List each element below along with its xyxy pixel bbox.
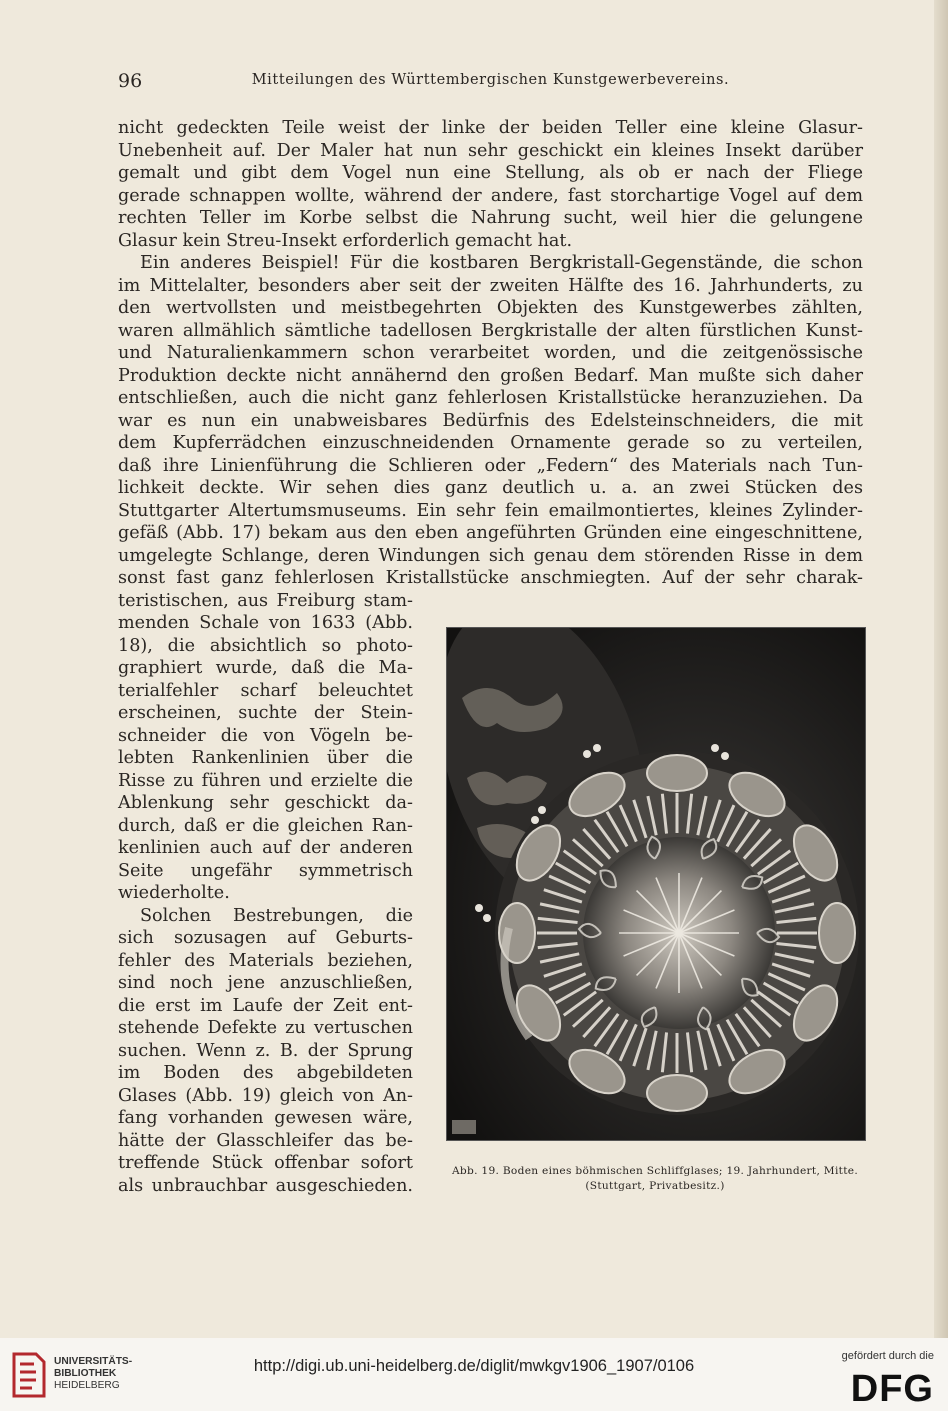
paragraph-2 (118, 252, 863, 590)
page-header (118, 66, 863, 96)
text-line: wiederholte. (118, 883, 230, 903)
text-line: treffende Stück offenbar sofort (118, 1153, 413, 1173)
paragraph-2-column (118, 590, 413, 905)
text-line: lichkeit deckte. Wir sehen dies ganz deutlich u. a. an zwei Stücken des (118, 478, 863, 498)
library-line-3: HEIDELBERG (54, 1380, 120, 1391)
running-title: Mitteilungen des Württembergischen Kunstgewerbevereins. (251, 72, 730, 88)
text-line: war es nun ein unabweisbares Bedürfnis des Edelsteinschneiders, die mit (118, 410, 863, 431)
text-line: gefäß (Abb. 17) bekam aus den eben angeführten Gründen eine eingeschnittene, (118, 523, 863, 543)
text-line: stehende Defekte zu vertuschen (118, 1018, 413, 1038)
text-line: Seite ungefähr symmetrisch (118, 860, 413, 881)
text-line: terialfehler scharf beleuchtet (118, 680, 413, 701)
text-line: Ein anderes Beispiel! Für die kostbaren Bergkristall-Gegenstände, die schon (140, 253, 863, 273)
text-line: Unebenheit auf. Der Maler hat nun sehr geschickt ein kleines Insekt darüber (118, 140, 863, 161)
text-line: sind noch jene anzuschließen, (118, 973, 413, 993)
page-number: 96 (118, 70, 143, 92)
glass-facet (819, 903, 855, 963)
text-line: lebten Rankenlinien über die (118, 748, 413, 768)
text-line: Produktion deckte nicht annähernd den großen Bedarf. Man mußte sich daher (118, 365, 863, 386)
source-url-link[interactable]: http://digi.ub.uni-heidelberg.de/diglit/mwkgv1906_1907/0106 (253, 1357, 695, 1375)
text-line: Ablenkung sehr geschickt da- (118, 793, 413, 813)
caption-line-2: (Stuttgart, Privatbesitz.) (585, 1180, 725, 1192)
text-line: den wertvollsten und meistbegehrten Objekten des Kunstgewerbes zählten, (118, 298, 863, 318)
dfg-logo: DFG (850, 1368, 934, 1410)
paragraph-1 (118, 117, 863, 252)
text-line: die erst im Laufe der Zeit ent- (118, 995, 413, 1016)
text-line: fang vorhanden gewesen wäre, (118, 1108, 413, 1128)
caption-line-1: Abb. 19. Boden eines böhmischen Schliffglases; 19. Jahrhundert, Mitte. (451, 1165, 858, 1177)
text-line: 18), die absichtlich so photo- (118, 635, 413, 656)
library-line-2: BIBLIOTHEK (54, 1368, 117, 1379)
text-line: hätte der Glasschleifer das be- (118, 1130, 413, 1151)
figure-caption (437, 1164, 873, 1194)
page-edge (934, 0, 948, 1338)
text-line: als unbrauchbar ausgeschieden. (118, 1175, 413, 1196)
text-line: entschließen, auch die nicht ganz fehlerlosen Kristallstücke heranzuziehen. Da (118, 388, 863, 408)
text-line: graphiert wurde, daß die Ma- (118, 658, 413, 678)
text-line: daß ihre Linienführung die Schlieren oder „Federn“ des Materials nach Tun- (118, 455, 863, 476)
text-line: gemalt und gibt dem Vogel nun eine Stellung, als ob er nach der Fliege (118, 163, 863, 183)
text-line: und Naturalienkammern schon verarbeitet worden, und die zeitgenössische (118, 343, 863, 363)
text-line: Glasur kein Streu-Insekt erforderlich gemacht hat. (118, 230, 573, 251)
text-line: teristischen, aus Freiburg stam- (118, 590, 413, 611)
funding-label: gefördert durch die (841, 1350, 934, 1362)
text-line: Risse zu führen und erzielte die (118, 770, 413, 791)
text-line: durch, daß er die gleichen Ran- (118, 815, 413, 836)
paragraph-3 (118, 905, 413, 1198)
text-line: sich sozusagen auf Geburts- (118, 928, 413, 948)
text-line: rechten Teller im Korbe selbst die Nahrung sucht, weil hier die gelungene (118, 208, 863, 228)
text-line: menden Schale von 1633 (Abb. (118, 613, 413, 633)
text-line: suchen. Wenn z. B. der Sprung (118, 1040, 413, 1061)
text-line: Stuttgarter Altertumsmuseums. Ein sehr fein emailmontiertes, kleines Zylinder- (118, 500, 863, 521)
text-line: erscheinen, suchte der Stein- (118, 703, 413, 723)
text-line: waren allmählich sämtliche tadellosen Bergkristalle der alten fürstlichen Kunst- (118, 320, 863, 341)
text-line: im Mittelalter, besonders aber seit der zweiten Hälfte des 16. Jahrhunderts, zu (118, 275, 863, 296)
text-line: Glases (Abb. 19) gleich von An- (118, 1085, 413, 1106)
library-line-1: UNIVERSITÄTS- (54, 1356, 133, 1367)
text-line: sonst fast ganz fehlerlosen Kristallstücke anschmiegten. Auf der sehr charak- (118, 568, 863, 588)
text-line: Solchen Bestrebungen, die (140, 905, 413, 926)
text-line: fehler des Materials beziehen, (118, 950, 413, 971)
glass-bottom-image (447, 628, 865, 1140)
text-line: schneider die von Vögeln be- (118, 725, 413, 746)
text-line: kenlinien auch auf der anderen (118, 838, 413, 858)
text-line: dem Kupferrädchen einzuschneidenden Ornamente gerade so zu verteilen, (118, 433, 863, 453)
figure-glass-photo (446, 627, 866, 1141)
glass-facet (647, 755, 707, 791)
text-line: im Boden des abgebildeten (118, 1063, 413, 1083)
text-line: nicht gedeckten Teile weist der linke der beiden Teller eine kleine Glasur- (118, 118, 863, 138)
text-line: umgelegte Schlange, deren Windungen sich genau dem störenden Risse in dem (118, 545, 863, 566)
glass-facet (647, 1075, 707, 1111)
text-line: gerade schnappen wollte, während der andere, fast storchartige Vogel auf dem (118, 185, 863, 206)
